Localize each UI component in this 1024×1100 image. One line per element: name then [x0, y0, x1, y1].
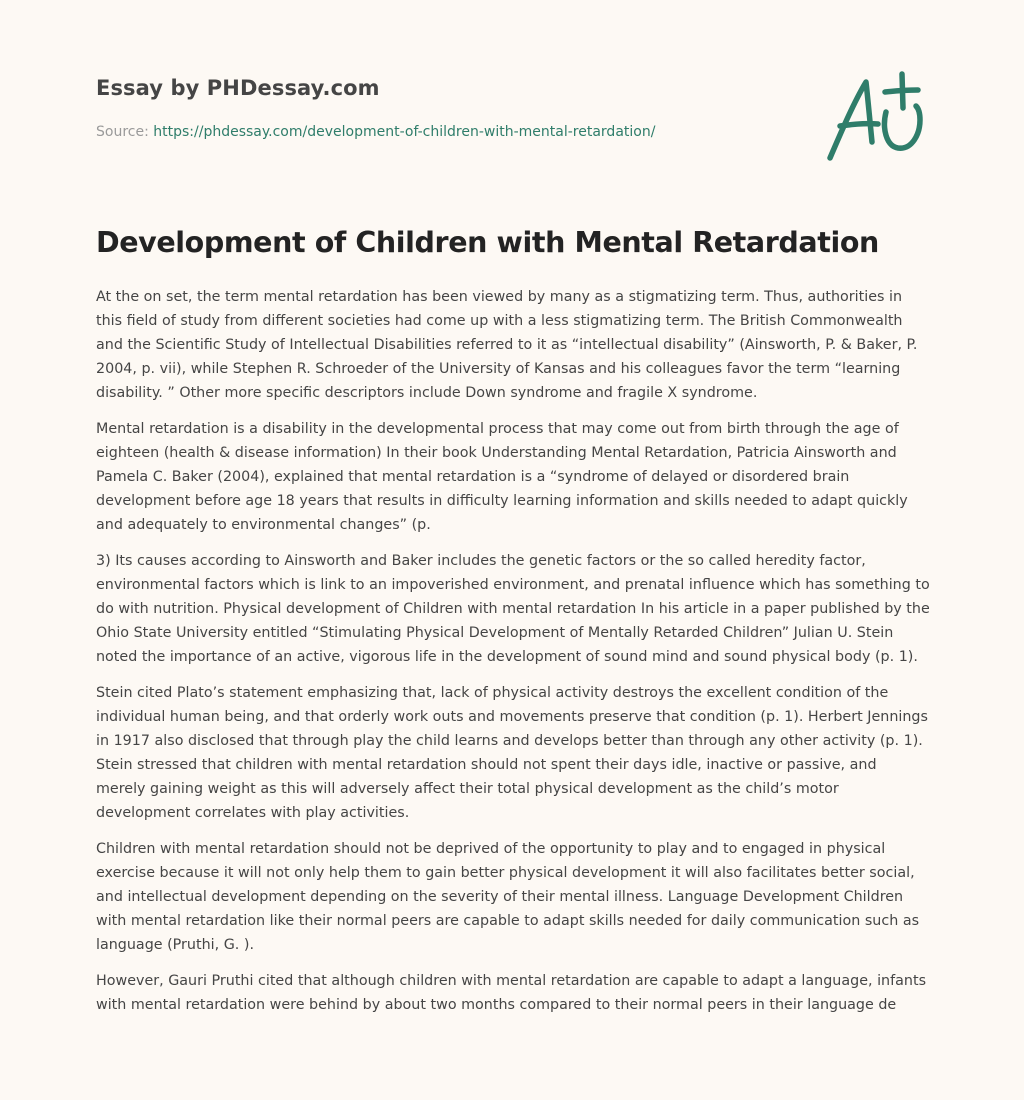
paragraph: Stein cited Plato’s statement emphasizing that, lack of physical activity destroys the excellent condition of the individual human being, and that orderly work outs and movements preserve that condition (p. 1). Herbert Jennings in 1917 also disclosed that through play the child learns and develops better than through any other activity (p. 1). Stein stressed that children with mental retardation should not spent their days idle, inactive or passive, and merely gaining weight as this will adversely affect their total physical development as the child’s motor development correlates with play activities.	[96, 685, 928, 821]
source-link[interactable]: https://phdessay.com/development-of-children-with-mental-retardation/	[153, 124, 656, 140]
paragraph: Mental retardation is a disability in the developmental process that may come out from birth through the age of eighteen (health & disease information) In their book Understanding Mental Retardation, Patricia Ainsworth and Pamela C. Baker (2004), explained that mental retardation is a “syndrome of delayed or disordered brain development before age 18 years that results in difficulty learning information and skills needed to adapt quickly and adequately to environmental changes” (p.	[96, 421, 908, 533]
paragraph: However, Gauri Pruthi cited that although children with mental retardation are capable to adapt a language, infants with mental retardation were behind by about two months compared to their normal peers in their language de	[96, 973, 927, 1013]
source-line	[96, 124, 655, 140]
paragraph: Children with mental retardation should not be deprived of the opportunity to play and to engaged in physical exercise because it will not only help them to gain better physical development it will also facilitates better social, and intellectual development depending on the severity of their mental illness. Language Development Children with mental retardation like their normal peers are capable to adapt skills needed for daily communication such as language (Pruthi, G. ).	[96, 841, 920, 953]
paragraph: 3) Its causes according to Ainsworth and Baker includes the genetic factors or the so called heredity factor, environmental factors which is link to an impoverished environment, and prenatal influence which has something to do with nutrition. Physical development of Children with mental retardation In his article in a paper published by the Ohio State University entitled “Stimulating Physical Development of Mentally Retarded Children” Julian U. Stein noted the importance of an active, vigorous life in the development of sound mind and sound physical body (p. 1).	[96, 553, 930, 665]
paragraph: At the on set, the term mental retardation has been viewed by many as a stigmatizing term. Thus, authorities in this field of study from different societies had come up with a less stigmatizing term. The British Commonwealth and the Scientific Study of Intellectual Disabilities referred to it as “intellectual disability” (Ainsworth, P. & Baker, P. 2004, p. vii), while Stephen R. Schroeder of the University of Kansas and his colleagues favor the term “learning disability. ” Other more specific descriptors include Down syndrome and fragile X syndrome.	[96, 289, 918, 401]
article-title: Development of Children with Mental Retardation	[96, 226, 879, 259]
a-plus-logo-icon	[822, 68, 926, 164]
site-brand: Essay by PHDessay.com	[96, 76, 380, 100]
source-label: Source:	[96, 124, 149, 140]
article-body	[96, 285, 930, 1029]
